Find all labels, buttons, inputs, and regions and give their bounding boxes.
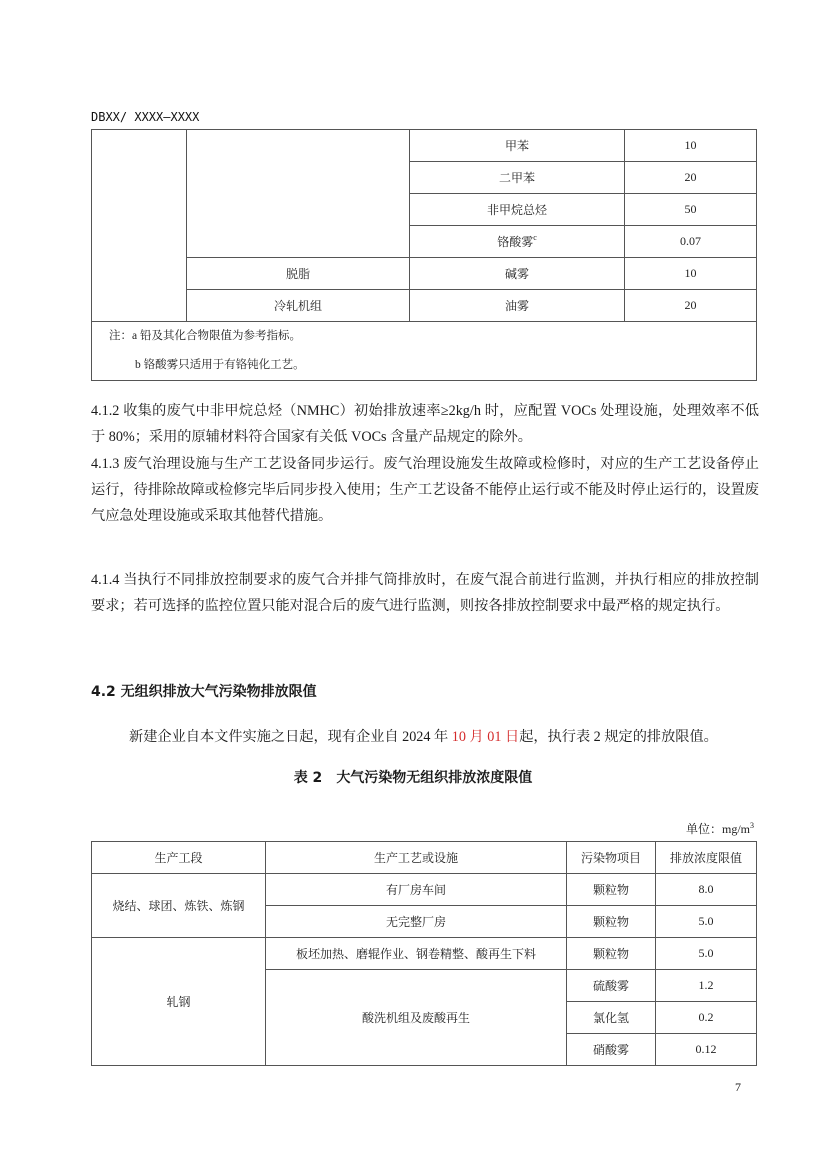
table-header-row [92, 842, 757, 874]
unit-superscript: 3 [750, 821, 754, 830]
limit-cell: 20 [625, 162, 757, 194]
table-row [92, 938, 757, 970]
note-a: 注：a 铅及其化合物限值为参考指标。 [109, 330, 301, 342]
limit-cell: 5.0 [656, 938, 757, 970]
limit-cell: 10 [625, 130, 757, 162]
stage-cell: 轧钢 [92, 938, 266, 1066]
limit-cell: 20 [625, 290, 757, 322]
section-4-2-intro [129, 724, 769, 750]
fugitive-emission-limits-table [91, 841, 757, 1066]
pollutant-cell: 颗粒物 [567, 874, 656, 906]
unit-text: 单位：mg/m [685, 822, 750, 836]
pollutant-cell: 颗粒物 [567, 938, 656, 970]
section-heading-4-2: 4.2 无组织排放大气污染物排放限值 [91, 684, 317, 700]
header-stage: 生产工段 [92, 842, 266, 874]
facility-cell: 无完整厂房 [266, 906, 567, 938]
pollutant-cell: 碱雾 [410, 258, 625, 290]
intro-text-end: 起，执行表 2 规定的排放限值。 [519, 729, 718, 745]
table-notes [92, 322, 757, 381]
stage-cell [92, 130, 187, 322]
intro-text: 新建企业自本文件实施之日起，现有企业自 2024 年 [129, 729, 452, 745]
pollutant-cell: 硝酸雾 [567, 1034, 656, 1066]
limit-cell: 50 [625, 194, 757, 226]
clause-4-1-4: 4.1.4 当执行不同排放控制要求的废气合并排气筒排放时，在废气混合前进行监测，并执行相应的排放控制要求；若可选择的监控位置只能对混合后的废气进行监测，则按各排放控制要求中最严格的规定执行。 [91, 572, 759, 614]
page-number: 7 [735, 1080, 741, 1094]
limit-cell: 1.2 [656, 970, 757, 1002]
clause-4-1-2: 4.1.2 收集的废气中非甲烷总烃（NMHC）初始排放速率≥2kg/h 时，应配置 VOCs 处理设施，处理效率不低于 80%；采用的原辅材料符合国家有关低 VOCs 含量产品规定的除外。 [91, 403, 759, 445]
facility-cell: 酸洗机组及废酸再生 [266, 970, 567, 1066]
header-pollutant: 污染物项目 [567, 842, 656, 874]
pollutant-cell: 甲苯 [410, 130, 625, 162]
process-cell: 脱脂 [187, 258, 410, 290]
table-note-row [92, 322, 757, 381]
limit-cell: 0.07 [625, 226, 757, 258]
limit-cell: 5.0 [656, 906, 757, 938]
effective-date: 10 月 01 日 [451, 729, 520, 745]
pollutant-cell [410, 226, 625, 258]
header-facility: 生产工艺或设施 [266, 842, 567, 874]
table-row [92, 130, 757, 162]
emission-limits-table-continued [91, 129, 757, 381]
limit-cell: 0.12 [656, 1034, 757, 1066]
process-cell: 冷轧机组 [187, 290, 410, 322]
pollutant-cell: 二甲苯 [410, 162, 625, 194]
table-row [92, 290, 757, 322]
footnote-marker: c [533, 233, 537, 242]
table-row [92, 258, 757, 290]
limit-cell: 0.2 [656, 1002, 757, 1034]
unit-label [686, 820, 754, 837]
process-cell [187, 130, 410, 258]
stage-cell: 烧结、球团、炼铁、炼钢 [92, 874, 266, 938]
table-caption: 大气污染物无组织排放浓度限值 [336, 770, 533, 786]
header-limit: 排放浓度限值 [656, 842, 757, 874]
table-2-title [0, 767, 826, 787]
facility-cell: 板坯加热、磨辊作业、钢卷精整、酸再生下料 [266, 938, 567, 970]
pollutant-cell: 颗粒物 [567, 906, 656, 938]
clause-4-1-3: 4.1.3 废气治理设施与生产工艺设备同步运行。废气治理设施发生故障或检修时，对应的生产工艺设备停止运行，待排除故障或检修完毕后同步投入使用；生产工艺设备不能停止运行或不能及时停止运行的，设置废气应急处理设施或采取其他替代措施。 [91, 456, 759, 524]
pollutant-cell: 油雾 [410, 290, 625, 322]
note-b: b 铬酸雾只适用于有铬钝化工艺。 [135, 359, 305, 371]
limit-cell: 8.0 [656, 874, 757, 906]
table-row [92, 874, 757, 906]
pollutant-cell: 非甲烷总烃 [410, 194, 625, 226]
pollutant-cell: 氯化氢 [567, 1002, 656, 1034]
limit-cell: 10 [625, 258, 757, 290]
document-code: DBXX/ XXXX—XXXX [91, 110, 200, 124]
pollutant-label: 铬酸雾 [497, 235, 534, 249]
facility-cell: 有厂房车间 [266, 874, 567, 906]
table-number: 表 2 [293, 770, 323, 786]
pollutant-cell: 硫酸雾 [567, 970, 656, 1002]
